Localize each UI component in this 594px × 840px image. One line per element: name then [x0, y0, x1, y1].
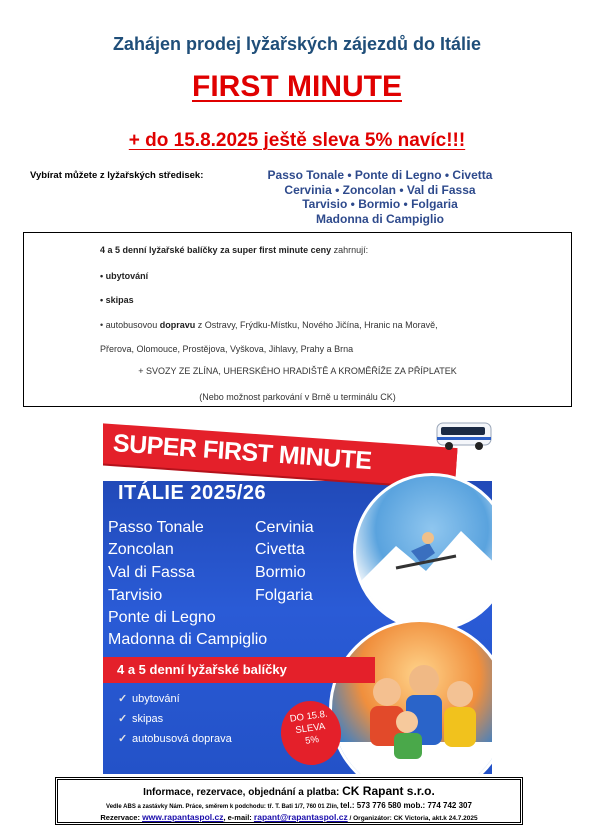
check-item — [118, 712, 163, 725]
first-minute-title — [0, 70, 594, 104]
check-item — [118, 692, 180, 705]
poster-resort-left: Tarvisio — [108, 587, 163, 604]
poster-resort-left: Val di Fassa — [108, 564, 195, 581]
mobile-number: 774 742 307 — [427, 801, 472, 810]
poster-resort-left: Ponte di Legno — [108, 609, 216, 626]
reservation-label: Rezervace: — [100, 813, 143, 822]
poster-resort-right: Civetta — [255, 541, 305, 558]
check-label: autobusová doprava — [132, 733, 232, 745]
info-item-text: • ubytování — [100, 271, 149, 281]
poster-resort-left: Zoncolan — [108, 541, 174, 558]
promo-poster — [103, 409, 492, 774]
first-minute-text: FIRST MINUTE — [192, 70, 402, 103]
badge-line: DO 15.8. — [289, 708, 329, 725]
poster-resort-left: Madonna di Campiglio — [108, 631, 268, 648]
poster-resort-left: Passo Tonale — [108, 519, 204, 536]
footer-line-info — [58, 784, 520, 798]
contact-footer — [55, 777, 523, 825]
info-item-text: z Ostravy, Frýdku-Místku, Nového Jičína, Hranic na Moravě, — [195, 320, 438, 330]
website-link[interactable]: www.rapantaspol.cz — [142, 812, 224, 822]
info-item-text: • skipas — [100, 295, 134, 305]
footer-line-address — [58, 801, 520, 810]
sale-text: + do 15.8.2025 ještě sleva 5% navíc!!! — [128, 130, 466, 151]
resorts-list — [230, 168, 530, 226]
check-item — [118, 732, 232, 745]
family-photo — [329, 619, 492, 774]
footer-line-contact — [58, 812, 520, 822]
resorts-line: Tarvisio • Bormio • Folgaria — [302, 197, 458, 211]
phone-number: 573 776 580 — [356, 801, 402, 810]
discount-badge — [277, 697, 345, 769]
poster-resort-right: Bormio — [255, 564, 306, 581]
poster-resort-right: Folgaria — [255, 587, 313, 604]
resorts-line: Madonna di Campiglio — [316, 211, 444, 226]
badge-line: 5% — [304, 734, 320, 747]
bus-icon — [435, 419, 492, 453]
address-text: Vedle ABS a zastávky Nám. Práce, směrem k podchodu: tř. T. Bati 1/7, 760 01 Zlín, — [106, 804, 341, 810]
company-name: CK Rapant s.r.o. — [342, 784, 435, 798]
check-label: skipas — [132, 713, 164, 725]
info-item-transport-cities: Přerova, Olomouce, Prostějova, Vyškova, Jihlavy, Prahy a Brna — [100, 344, 354, 354]
info-intro — [100, 245, 368, 255]
check-icon: ✓ — [118, 693, 128, 705]
skier-photo — [353, 473, 492, 631]
poster-banner-text: SUPER FIRST MINUTE — [112, 429, 373, 476]
info-item-text: • autobusovou — [100, 320, 160, 330]
poster-resort-right: Cervinia — [255, 519, 314, 536]
packages-text: 4 a 5 denní lyžařské balíčky — [117, 662, 287, 677]
organizer-text: / Organizátor: CK Victoria, akt.k 24.7.2025 — [347, 815, 478, 822]
info-item-accommodation — [100, 271, 148, 281]
info-transfers: + SVOZY ZE ZLÍNA, UHERSKÉHO HRADIŠTĚ A KROMĚŘÍŽE ZA PŘÍPLATEK — [138, 366, 457, 376]
packages-band — [103, 657, 375, 683]
info-item-skipass — [100, 295, 134, 305]
resorts-line: Cervinia • Zoncolan • Val di Fassa — [284, 182, 476, 197]
check-icon: ✓ — [118, 713, 128, 725]
email-link[interactable]: rapant@rapantaspol.cz — [253, 812, 348, 822]
info-item-bold: dopravu — [159, 320, 196, 330]
sale-notice — [0, 130, 594, 152]
tel-label: tel.: — [340, 801, 357, 810]
resorts-line: Passo Tonale • Ponte di Legno • Civetta — [267, 168, 493, 182]
info-item-transport — [100, 320, 438, 330]
page-headline: Zahájen prodej lyžařských zájezdů do Itálie — [112, 34, 482, 54]
info-intro-rest: zahrnují: — [331, 245, 369, 255]
package-info-box — [23, 232, 572, 407]
resorts-label: Vybírat můžete z lyžařských středisek: — [30, 170, 204, 181]
check-icon: ✓ — [118, 733, 128, 745]
info-intro-bold: 4 a 5 denní lyžařské balíčky za super first minute ceny — [100, 245, 332, 255]
check-label: ubytování — [132, 693, 180, 705]
badge-line: SLEVA — [294, 721, 326, 737]
info-parking: (Nebo možnost parkování v Brně u terminálu CK) — [199, 392, 396, 402]
footer-text: Informace, rezervace, objednání a platba: — [143, 787, 343, 798]
poster-subtitle: ITÁLIE 2025/26 — [118, 482, 267, 504]
mobile-label: mob.: — [401, 801, 428, 810]
email-label: , e-mail: — [223, 813, 254, 822]
